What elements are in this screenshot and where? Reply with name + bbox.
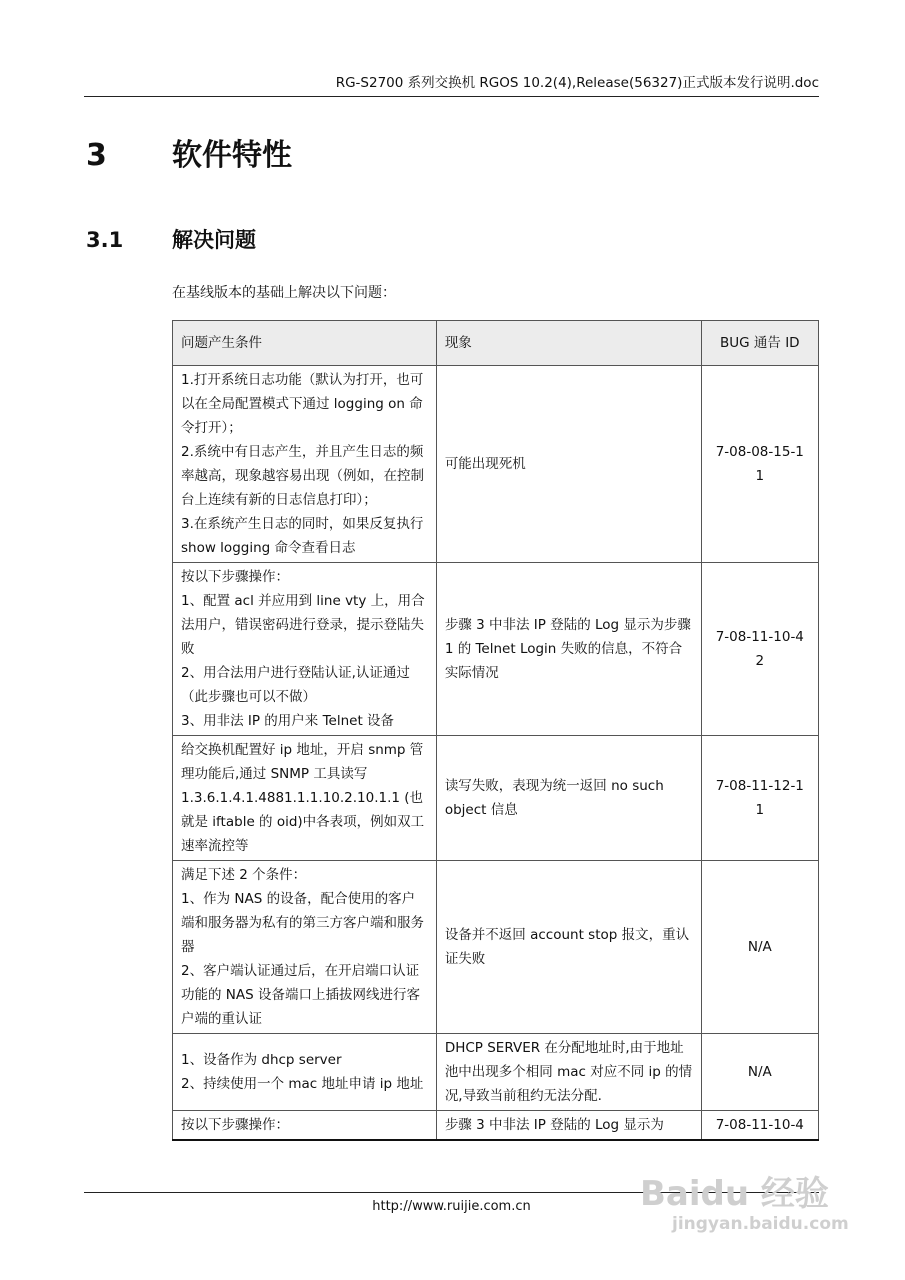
condition-line: 满足下述 2 个条件：: [181, 867, 307, 883]
column-header-condition: 问题产生条件: [173, 321, 437, 366]
table-row: [173, 366, 819, 563]
phenomenon-cell: 步骤 3 中非法 IP 登陆的 Log 显示为步骤 1 的 Telnet Login 失败的信息，不符合实际情况: [436, 563, 701, 736]
condition-line: 按以下步骤操作：: [181, 569, 289, 585]
condition-line: 按以下步骤操作：: [181, 1117, 289, 1133]
table-row: [173, 861, 819, 1034]
resolved-issues-table: [172, 320, 819, 1141]
condition-cell: [173, 563, 437, 736]
condition-line: 1、作为 NAS 的设备，配合使用的客户端和服务器为私有的第三方客户端和服务器: [181, 891, 424, 955]
condition-line: 3.在系统产生日志的同时，如果反复执行 show logging 命令查看日志: [181, 516, 424, 556]
page-header: [84, 76, 819, 97]
section-number: 3.1: [86, 228, 124, 252]
condition-line: 给交换机配置好 ip 地址，开启 snmp 管理功能后,通过 SNMP 工具读写 1.3.6.1.4.1.4881.1.1.10.2.10.1.1 (也就是 iftable 的 oid)中各表项，例如双工速率流控等: [181, 742, 425, 854]
condition-line: 2、客户端认证通过后，在开启端口认证功能的 NAS 设备端口上插拔网线进行客户端的重认证: [181, 963, 420, 1027]
condition-cell: [173, 1034, 437, 1111]
intro-paragraph: 在基线版本的基础上解决以下问题：: [172, 285, 396, 301]
bug-id-cell: N/A: [701, 861, 818, 1034]
table-header-row: [173, 321, 819, 366]
column-header-bug-id: BUG 通告 ID: [701, 321, 818, 366]
bug-id-cell: 7-08-08-15-1 1: [701, 366, 818, 563]
phenomenon-cell: 设备并不返回 account stop 报文，重认证失败: [436, 861, 701, 1034]
column-header-phenomenon: 现象: [436, 321, 701, 366]
phenomenon-cell: 步骤 3 中非法 IP 登陆的 Log 显示为: [436, 1111, 701, 1141]
phenomenon-cell: DHCP SERVER 在分配地址时,由于地址池中出现多个相同 mac 对应不同 ip 的情况,导致当前租约无法分配.: [436, 1034, 701, 1111]
bug-id-cell: 7-08-11-10-4: [701, 1111, 818, 1141]
bug-id-cell: 7-08-11-12-1 1: [701, 736, 818, 861]
condition-cell: [173, 1111, 437, 1141]
condition-line: 1、设备作为 dhcp server: [181, 1052, 342, 1068]
phenomenon-cell: 读写失败，表现为统一返回 no such object 信息: [436, 736, 701, 861]
condition-line: 1、配置 acl 并应用到 line vty 上，用合法用户，错误密码进行登录，提示登陆失败: [181, 593, 425, 657]
chapter-heading: [86, 130, 292, 174]
section-title: 解决问题: [172, 228, 256, 252]
phenomenon-cell: 可能出现死机: [436, 366, 701, 563]
condition-line: 2、用合法用户进行登陆认证,认证通过（此步骤也可以不做）: [181, 665, 410, 705]
condition-cell: [173, 861, 437, 1034]
table-row: [173, 1111, 819, 1141]
bug-id-cell: N/A: [701, 1034, 818, 1111]
table-row: [173, 736, 819, 861]
section-heading: [86, 224, 256, 254]
condition-cell: [173, 736, 437, 861]
table-row: [173, 1034, 819, 1111]
condition-cell: [173, 366, 437, 563]
chapter-title: 软件特性: [172, 138, 292, 173]
condition-line: 2.系统中有日志产生，并且产生日志的频率越高，现象越容易出现（例如，在控制台上连续有新的日志信息打印）；: [181, 444, 424, 508]
condition-line: 2、持续使用一个 mac 地址申请 ip 地址: [181, 1076, 424, 1092]
footer-url[interactable]: http://www.ruijie.com.cn: [372, 1199, 531, 1214]
condition-line: 1.打开系统日志功能（默认为打开，也可以在全局配置模式下通过 logging on 命令打开）；: [181, 372, 424, 436]
watermark-brand: Baidu 经验: [640, 1174, 829, 1214]
condition-line: 3、用非法 IP 的用户来 Telnet 设备: [181, 713, 395, 729]
table-row: [173, 563, 819, 736]
bug-id-cell: 7-08-11-10-4 2: [701, 563, 818, 736]
document-title: RG-S2700 系列交换机 RGOS 10.2(4),Release(56327)正式版本发行说明.doc: [335, 75, 819, 91]
chapter-number: 3: [86, 138, 107, 173]
watermark-site: jingyan.baidu.com: [672, 1214, 849, 1234]
